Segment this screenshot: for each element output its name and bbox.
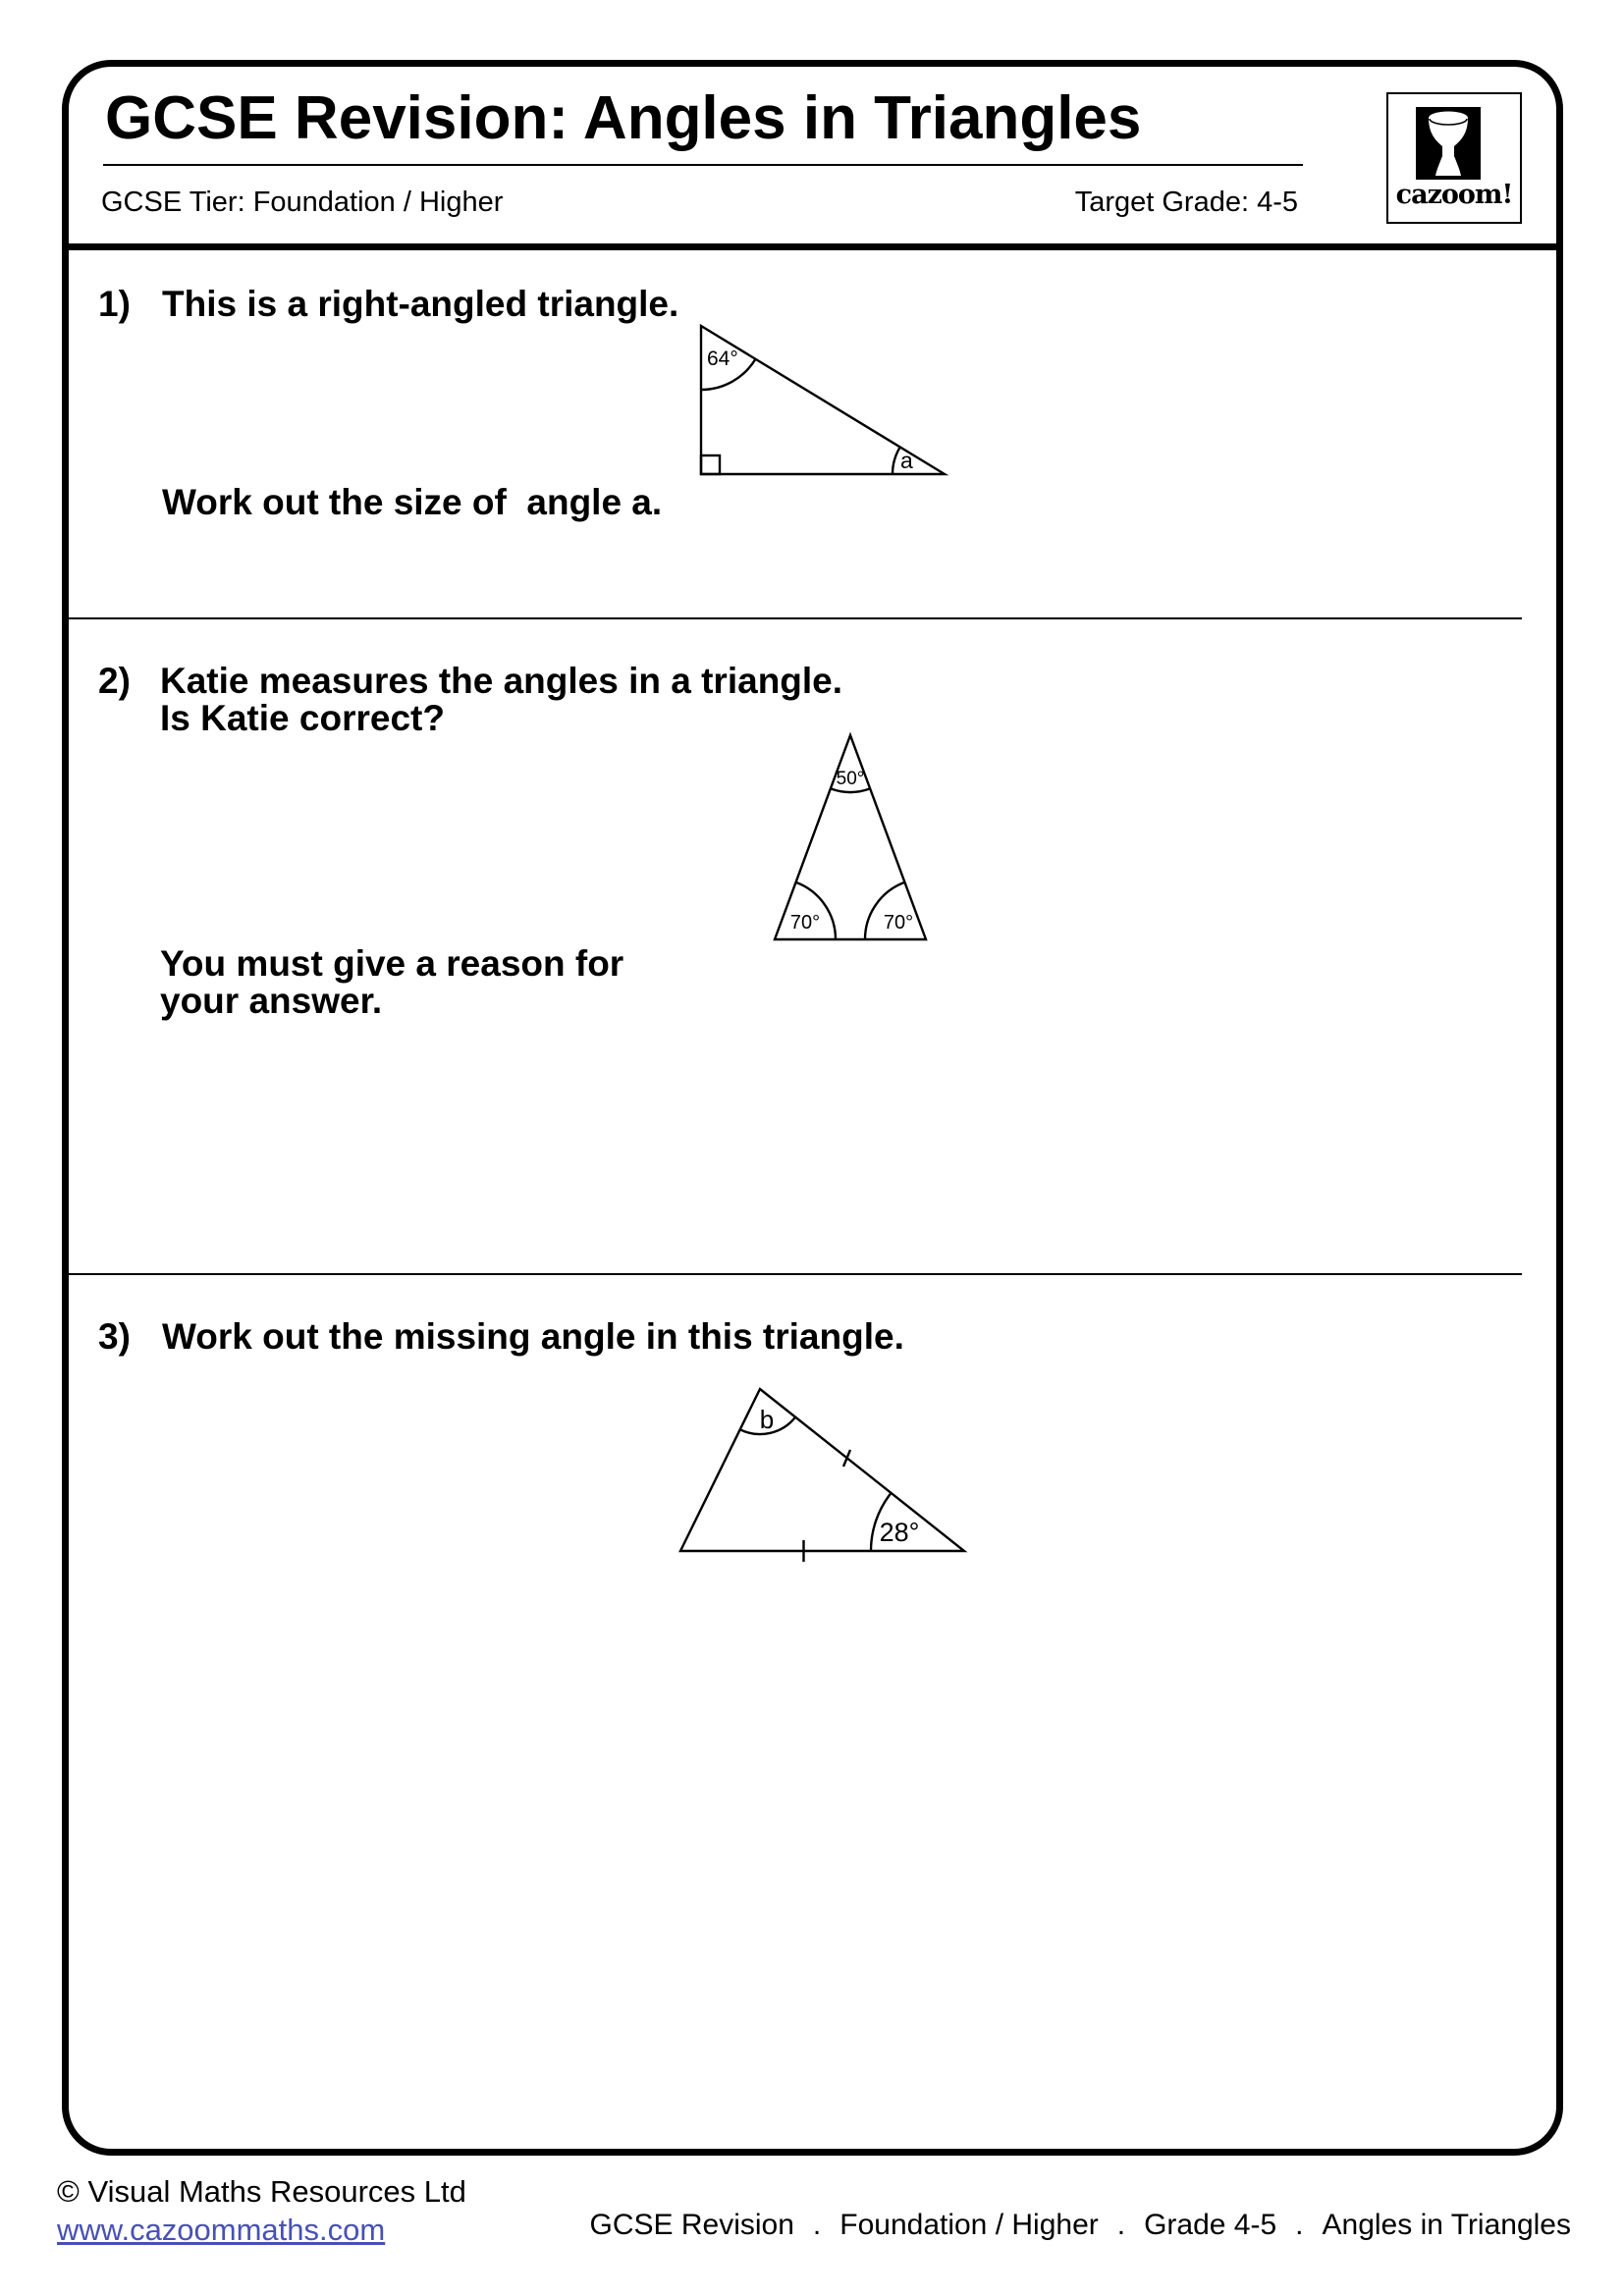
q1-text: This is a right-angled triangle. — [162, 284, 679, 324]
q1-number: 1) — [98, 284, 131, 324]
q3-triangle-figure — [658, 1374, 982, 1571]
angle-label-a: a — [900, 448, 913, 473]
header-divider — [62, 243, 1563, 250]
angle-label-70-left: 70° — [789, 912, 821, 934]
footer-separator-dot: . — [812, 2209, 822, 2241]
q2-text-line1: Katie measures the angles in a triangle. — [160, 661, 843, 701]
question-separator-1 — [62, 617, 1522, 619]
tier-label: GCSE Tier: Foundation / Higher — [101, 187, 504, 218]
cazoom-logo-text: cazoom! — [1395, 180, 1513, 210]
q3-number: 3) — [98, 1316, 131, 1357]
q2-note-line2: your answer. — [160, 981, 383, 1021]
djembe-drum-icon — [1416, 107, 1481, 180]
q2-note-line1: You must give a reason for — [160, 943, 624, 984]
q2-text-line2: Is Katie correct? — [160, 698, 445, 738]
page-title: GCSE Revision: Angles in Triangles — [105, 84, 1142, 152]
footer-meta-grade: Grade 4-5 — [1144, 2209, 1277, 2241]
tick-mark-right-side — [843, 1450, 850, 1467]
right-angle-marker — [701, 455, 720, 474]
footer-meta-topic: Angles in Triangles — [1322, 2209, 1571, 2241]
footer-meta-course: GCSE Revision — [589, 2209, 794, 2241]
q3-text: Work out the missing angle in this triangle. — [162, 1316, 904, 1357]
copyright-text: © Visual Maths Resources Ltd — [57, 2174, 466, 2209]
angle-label-70-right: 70° — [883, 912, 914, 934]
angle-label-50: 50° — [836, 769, 865, 789]
triangle-outline — [775, 735, 926, 939]
angle-label-64: 64° — [707, 347, 738, 370]
question-separator-2 — [62, 1273, 1522, 1275]
q1-right-angled-triangle-figure — [677, 312, 972, 489]
cazoommaths-link[interactable]: www.cazoommaths.com — [57, 2213, 386, 2247]
footer-separator-dot: . — [1116, 2209, 1126, 2241]
footer-separator-dot: . — [1295, 2209, 1304, 2241]
q2-number: 2) — [98, 661, 131, 701]
angle-arc-a — [893, 448, 900, 475]
q1-prompt: Work out the size of angle a. — [162, 482, 663, 522]
footer-meta-tier: Foundation / Higher — [839, 2209, 1099, 2241]
angle-label-28: 28° — [879, 1518, 920, 1547]
cazoom-logo — [1386, 92, 1522, 224]
footer-breadcrumb — [590, 2209, 1572, 2242]
angle-label-b: b — [759, 1405, 775, 1434]
target-grade-label: Target Grade: 4-5 — [1074, 187, 1298, 218]
title-underline — [103, 164, 1303, 166]
triangle-outline — [680, 1389, 964, 1551]
q2-isosceles-triangle-figure — [751, 726, 947, 947]
